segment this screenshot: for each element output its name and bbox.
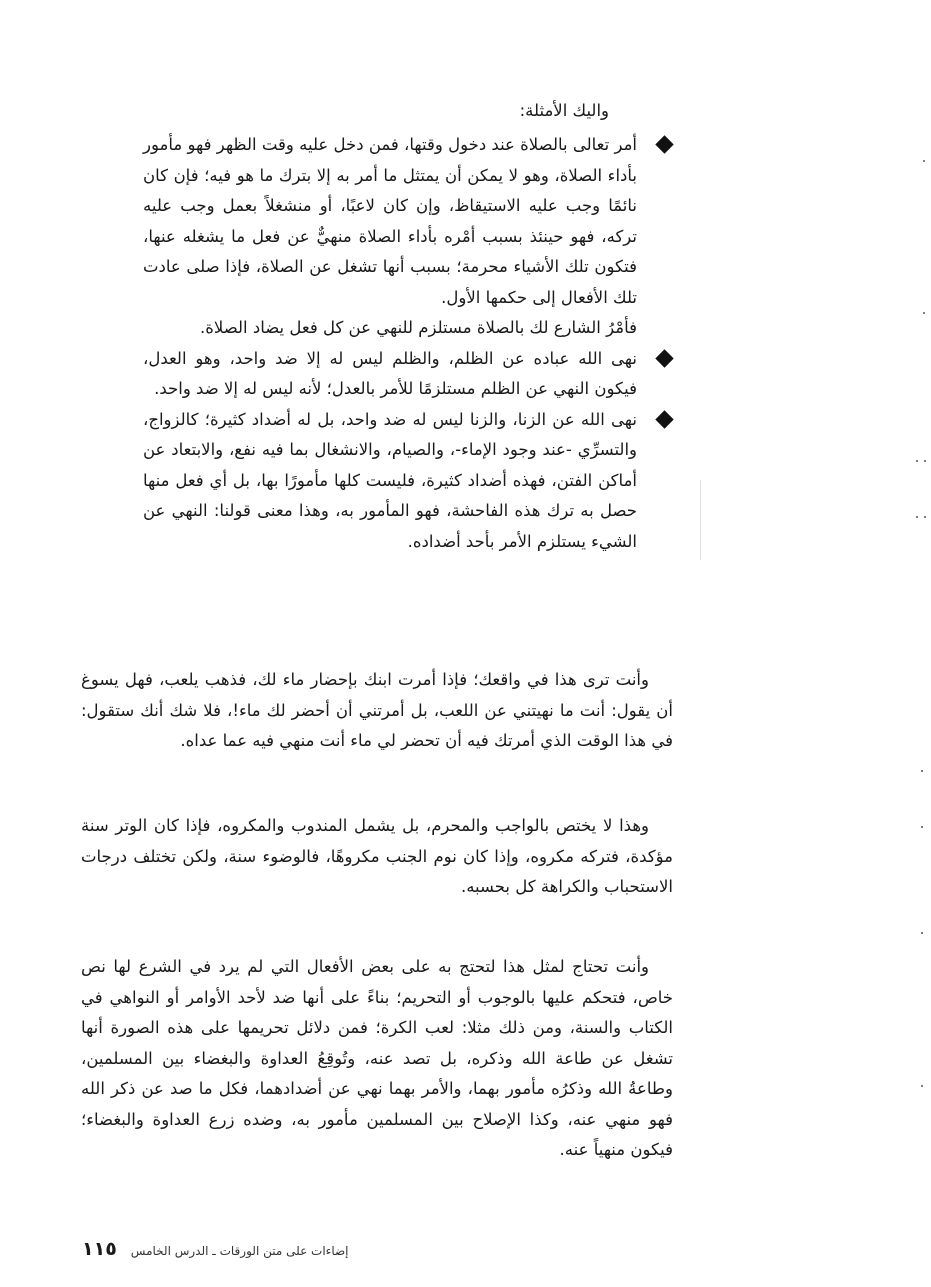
diamond-bullet-icon <box>655 135 673 153</box>
body-paragraph: وأنت ترى هذا في واقعك؛ فإذا أمرت ابنك بإحضار ماء لك، فذهب يلعب، فهل يسوغ أن يقول: أنت ما نهيتني عن اللعب، بل أمرتني أن أحضر لك ماء!، فلا شك أنك ستقول: في هذا الوقت الذي أمرتك فيه أن تحضر لي ماء أنت منهي فيه عما عداه. <box>81 670 673 750</box>
margin-speck <box>921 1085 923 1087</box>
margin-speck <box>921 932 923 934</box>
example-item <box>143 405 673 558</box>
diamond-bullet-icon <box>655 349 673 367</box>
margin-speck <box>921 770 923 772</box>
example-text: نهى الله عن الزنا، والزنا ليس له ضد واحد، بل له أضداد كثيرة؛ كالزواج، والتسرِّي -عند وجود الإماء-، والصيام، والانشغال بما فيه نفع، والابتعاد عن أماكن الفتن، فهذه أضداد كثيرة، فليست كلها مأمورًا بها، بل أي فعل منها حصل به ترك هذه الفاحشة، فهو المأمور به، وهذا معنى قولنا: النهي عن الشيء يستلزم الأمر بأحد أضداده. <box>143 409 637 551</box>
diamond-bullet-icon <box>655 410 673 428</box>
examples-intro: واليك الأمثلة: <box>519 101 609 120</box>
running-head: إضاءات على متن الورقات ـ الدرس الخامس <box>130 1244 349 1258</box>
margin-speck <box>923 312 925 314</box>
margin-speck <box>923 160 925 162</box>
body-paragraph: وأنت تحتاج لمثل هذا لتحتج به على بعض الأفعال التي لم يرد في الشرع لها نص خاص، فتحكم عليها بالوجوب أو التحريم؛ بناءً على أنها ضد لأحد الأوامر أو النواهي في الكتاب والسنة، ومن ذلك مثلا: لعب الكرة؛ فمن دلائل تحريمها على هذه الصورة أنها تشغل عن طاعة الله وذكره، بل تصد عنه، وتُوقِعُ العداوة والبغضاء بين المسلمين، وطاعةُ الله وذكرُه مأمور بهما، والأمر بهما نهي عن أضدادهما، فكل ما صد عن ذكر الله فهو منهي عنه، وكذا الإصلاح بين المسلمين مأمور به، وضده زرع العداوة والبغضاء؛ فيكون منهياً عنه. <box>81 957 673 1159</box>
page-number: ١١٥ <box>82 1238 117 1260</box>
example-text: نهى الله عباده عن الظلم، والظلم ليس له إلا ضد واحد، وهو العدل، فيكون النهي عن الظلم مستلزمًا للأمر بالعدل؛ لأنه ليس له إلا ضد واحد. <box>143 348 637 398</box>
margin-speck <box>916 460 918 462</box>
margin-speck <box>924 460 926 462</box>
margin-speck <box>921 826 923 828</box>
example-conclusion: فأمْرُ الشارع لك بالصلاة مستلزم للنهي عن كل فعل يضاد الصلاة. <box>199 318 637 337</box>
example-item <box>143 130 673 344</box>
example-item <box>143 344 673 405</box>
margin-speck <box>924 516 926 518</box>
page-footer <box>82 1238 349 1260</box>
body-paragraph: وهذا لا يختص بالواجب والمحرم، بل يشمل المندوب والمكروه، فإذا كان الوتر سنة مؤكدة، فتركه مكروه، وإذا كان نوم الجنب مكروهًا، فالوضوء سنة، ولكن تختلف درجات الاستحباب والكراهة كل بحسبه. <box>81 816 673 896</box>
scan-shadow-line <box>700 480 701 560</box>
examples-list <box>143 130 673 557</box>
margin-speck <box>916 516 918 518</box>
example-text: أمر تعالى بالصلاة عند دخول وقتها، فمن دخل عليه وقت الظهر فهو مأمور بأداء الصلاة، وهو لا يمكن أن يمتثل ما أمر به إلا بترك ما هو فيه؛ فإن كان نائمًا وجب عليه الاستيقاظ، وإن كان لاعبًا، أو منشغلاً بعمل وجب عليه تركه، فهو حينئذ بسبب أمْره بأداء الصلاة منهيٌّ عن فعل ما يشغله عنها، فتكون تلك الأشياء محرمة؛ بسبب أنها تشغل عن الصلاة، فإذا صلى عادت تلك الأفعال إلى حكمها الأول. <box>143 135 637 307</box>
